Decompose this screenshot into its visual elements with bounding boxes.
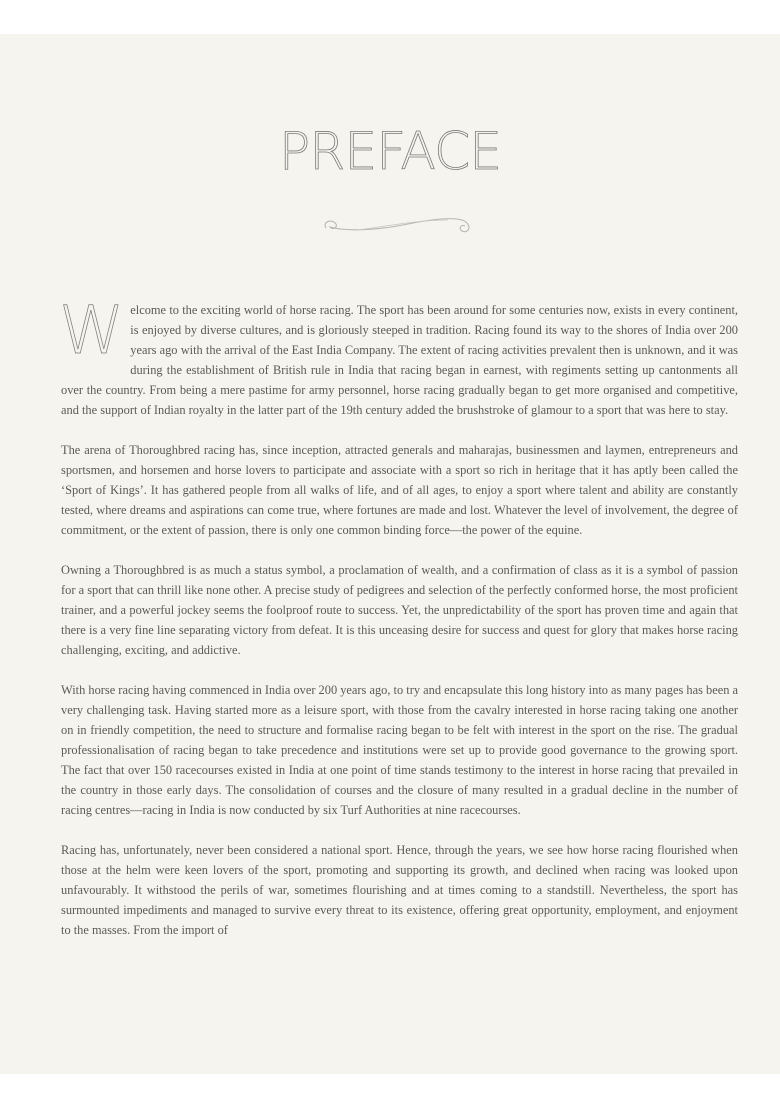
paragraph-1-text: elcome to the exciting world of horse racing. The sport has been around for some centuries now, exists in every continent, is enjoyed by diverse cultures, and is gloriously steeped in tradition. Racing found its way to the shores of India over 200 years ago with the arrival of the East India Company. The extent of racing activities prevalent then is unknown, and it was during the establishment of British rule in India that racing began in earnest, with regiments setting up cantonments all over the country. From being a mere pastime for army personnel, horse racing gradually began to get more organised and competitive, and the support of Indian royalty in the latter part of the 19th century added the brushstroke of glamour to a sport that was here to stay. [61, 303, 738, 417]
paragraph-4: With horse racing having commenced in India over 200 years ago, to try and encapsulate this long history into as many pages has been a very challenging task. Having started more as a leisure sport, with those from the cavalry interested in horse racing taking one another on in friendly competition, the need to structure and formalise racing began to be felt with interest in the sport on the rise. The gradual professionalisation of racing began to take precedence and institutions were set up to provide good governance to the growing sport. The fact that over 150 racecourses existed in India at one point of time stands testimony to the interest in horse racing that prevailed in the country in those early days. The consolidation of courses and the closure of many resulted in a gradual decline in the number of racing centres—racing in India is now conducted by six Turf Authorities at nine racecourses. [61, 683, 739, 817]
paragraph-5: Racing has, unfortunately, never been considered a national sport. Hence, through the years, we see how horse racing flourished when those at the helm were keen lovers of the sport, promoting and supporting its growth, and declined when racing was looked upon unfavourably. It withstood the perils of war, sometimes flourishing and at times coming to a standstill. Nevertheless, the sport has surmounted impediments and managed to survive every threat to its existence, offering great opportunity, employment, and enjoyment to the masses. From the import of [61, 843, 738, 937]
preface-body [59, 292, 739, 960]
decorative-flourish-icon [318, 210, 478, 240]
paragraph-2: The arena of Thoroughbred racing has, since inception, attracted generals and maharajas, businessmen and laymen, entrepreneurs and sportsmen, and horsemen and horse lovers to participate and associate with a sport so rich in heritage that it has aptly been called the ‘Sport of Kings’. It has gathered people from all walks of life, and of all ages, to enjoy a sport where talent and ability are constantly tested, where dreams and aspirations can come true, where fortunes are made and lost. Whatever the level of involvement, the degree of commitment, or the extent of passion, there is only one common binding force—the power of the equine. [61, 443, 738, 537]
drop-cap: W [59, 292, 125, 369]
paragraph-3: Owning a Thoroughbred is as much a status symbol, a proclamation of wealth, and a confirmation of class as it is a symbol of passion for a sport that can thrill like none other. A precise study of pedigrees and selection of the perfectly conformed horse, the most proficient trainer, and a powerful jockey seems the foolproof route to success. Yet, the unpredictability of the sport has proven time and again that there is a very fine line separating victory from defeat. It is this unceasing desire for success and quest for glory that makes horse racing challenging, exciting, and addictive. [61, 563, 738, 657]
page-title: PREFACE [278, 122, 502, 182]
paragraph-1 [59, 292, 738, 420]
book-page [0, 34, 780, 1074]
